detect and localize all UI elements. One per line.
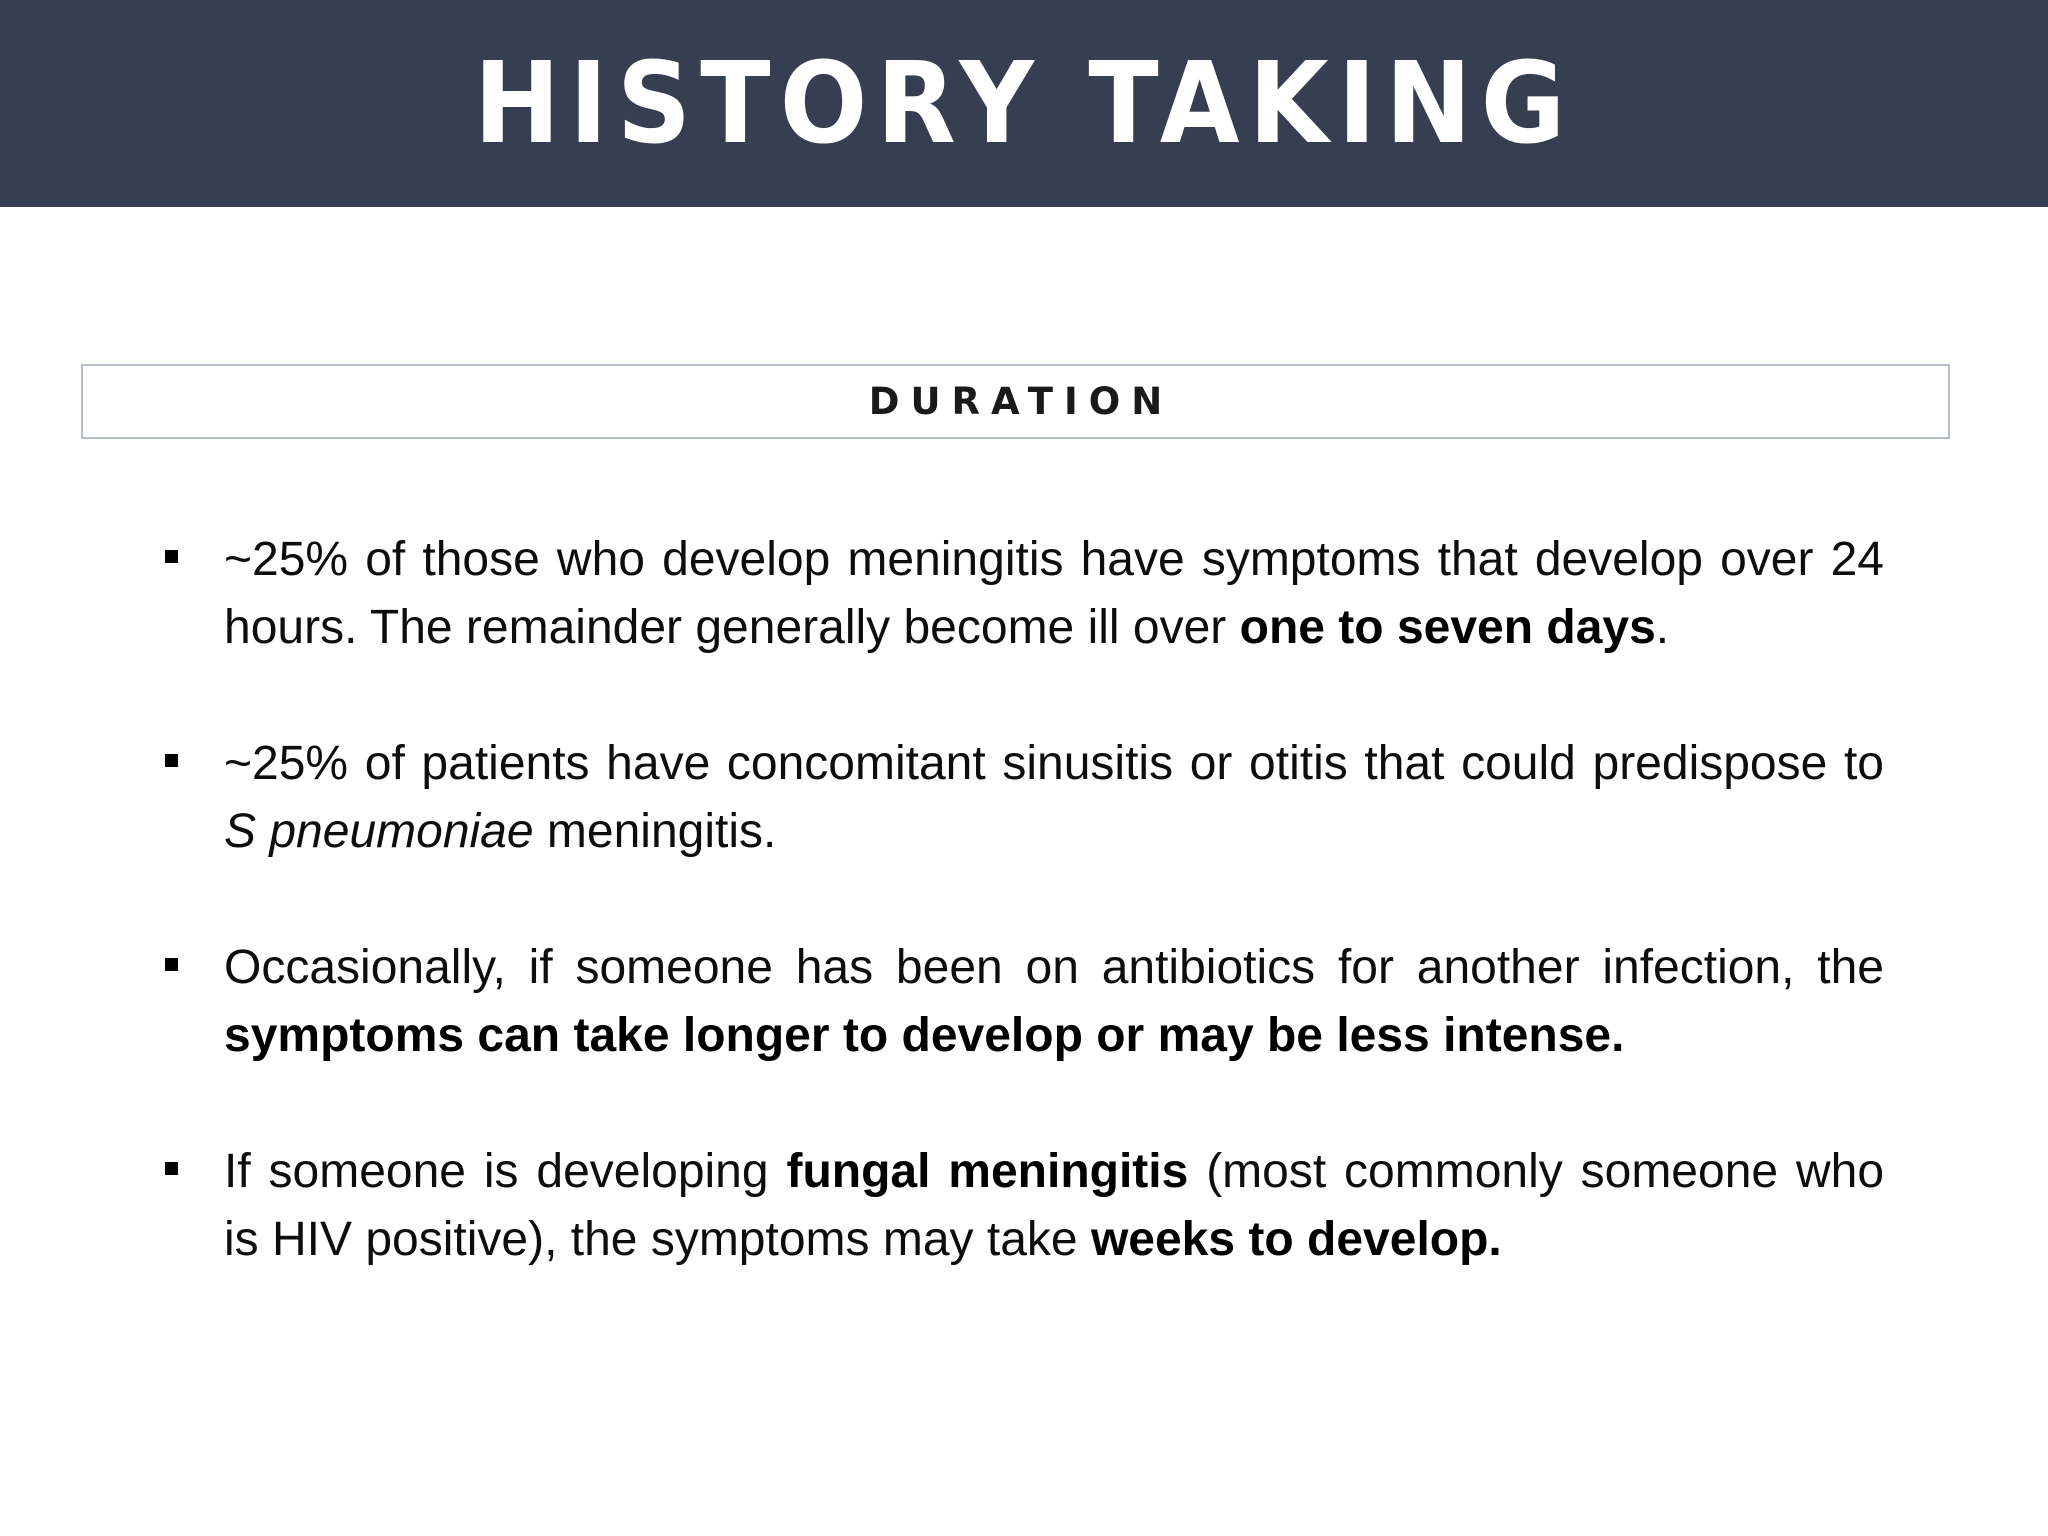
square-bullet-icon [161,730,224,798]
section-heading-box [81,364,1950,439]
bullet-text-segment: . [1655,601,1670,654]
bullet-text-segment: Occasionally, if someone has been on antibiotics for another infection, the [224,941,1884,994]
bullet-item-onset [161,526,1884,662]
bullet-text [224,934,1884,1070]
bullet-emphasis: fungal meningitis [786,1145,1189,1198]
square-bullet-icon [161,526,224,594]
bullet-list [161,526,1884,1342]
bullet-text-segment: If someone is developing [224,1145,787,1198]
bullet-italic: S pneumoniae [224,805,534,858]
bullet-emphasis: weeks to develop. [1090,1213,1502,1266]
bullet-text-segment: (most commonly someone who is HIV positive), the symptoms may take [224,1145,1885,1266]
bullet-text-segment: meningitis. [533,805,777,858]
title-bar [0,0,2048,207]
slide-title: HISTORY TAKING [473,38,1575,169]
bullet-text-segment: ~25% of those who develop meningitis have symptoms that develop over 24 hours. The remainder generally become ill over [224,533,1884,654]
bullet-item-sinusitis [161,730,1884,866]
bullet-item-antibiotics [161,934,1884,1070]
section-heading: DURATION [868,380,1174,423]
bullet-emphasis: symptoms can take longer to develop or may be less intense. [224,1009,1625,1062]
bullet-emphasis: one to seven days [1239,601,1656,654]
bullet-text-segment: ~25% of patients have concomitant sinusitis or otitis that could predispose to [224,737,1884,790]
bullet-text [224,526,1884,662]
square-bullet-icon [161,934,224,1002]
square-bullet-icon [161,1138,224,1206]
bullet-item-fungal [161,1138,1884,1274]
bullet-text [224,730,1884,866]
bullet-text [224,1138,1884,1274]
